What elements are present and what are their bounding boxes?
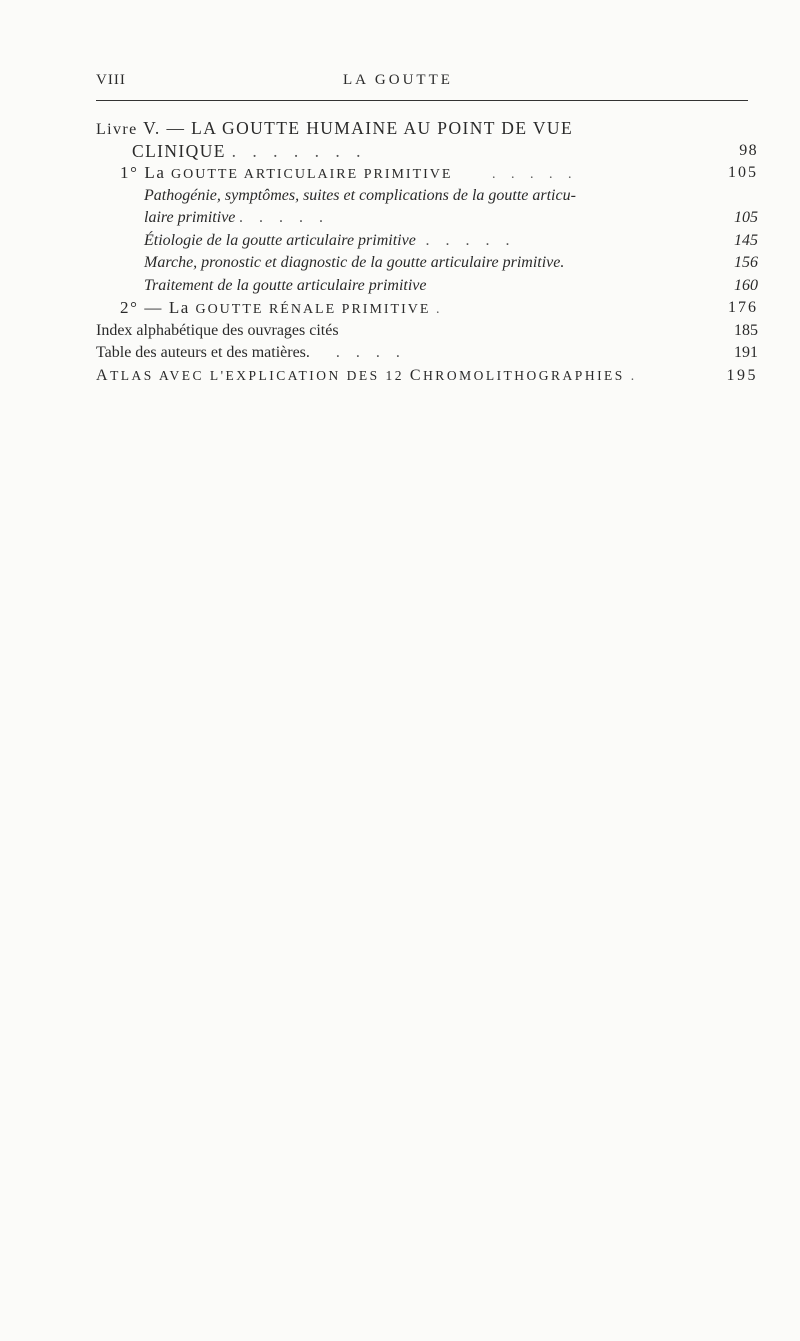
toc-entry-title: Traitement de la goutte articulaire primitive <box>144 276 427 294</box>
toc-entry-title: Étiologie de la goutte articulaire primitive <box>144 231 416 249</box>
toc-entry-title-cap: Livre <box>96 121 138 138</box>
toc-entry-title: Pathogénie, symptômes, suites et complications de la goutte articu- <box>144 186 576 204</box>
toc-entry-title <box>120 162 452 187</box>
toc-entry-title <box>96 117 573 142</box>
toc-entry-livre-v <box>96 117 758 140</box>
toc-entry-etiologie <box>96 230 758 253</box>
toc-entry-title-cap: A <box>96 366 111 384</box>
toc-page-number: 98 <box>739 141 758 159</box>
toc-entry-title: Table des auteurs et des matières. <box>96 344 310 361</box>
toc-page-number: 105 <box>734 209 758 226</box>
header-rule <box>96 100 748 101</box>
toc-entry-title-rest: V. — LA GOUTTE HUMAINE AU POINT DE VUE <box>137 118 574 138</box>
toc-entry-pathogenie <box>96 185 758 208</box>
toc-entry-title <box>120 297 430 322</box>
toc-entry-title: laire primitive <box>144 209 236 226</box>
toc-entry-section-1 <box>96 162 758 185</box>
running-title: LA GOUTTE <box>343 72 453 88</box>
toc-entry-title-cap: La <box>144 163 166 182</box>
toc-page-number: 145 <box>734 231 758 249</box>
toc-leader: . . . . <box>335 344 406 361</box>
toc-entry-livre-v-cont <box>96 140 758 163</box>
toc-entry-title-rest-2: HROMOLITHOGRAPHIES <box>423 367 625 383</box>
toc-entry-title-rest: GOUTTE RÉNALE PRIMITIVE <box>189 302 431 317</box>
toc-entry-index <box>96 320 758 343</box>
toc-entry-marche <box>96 252 758 275</box>
table-of-contents <box>96 117 758 387</box>
toc-entry-table <box>96 342 758 365</box>
toc-entry-atlas <box>96 365 758 388</box>
toc-entry-title: CLINIQUE <box>132 140 226 161</box>
toc-entry-section-2 <box>96 297 758 320</box>
toc-leader: . . . . . <box>491 167 578 182</box>
toc-entry-title-cap-2: C <box>409 366 424 384</box>
toc-entry-title: Index alphabétique des ouvrages cités <box>96 321 339 339</box>
toc-page-number: 160 <box>734 276 758 294</box>
toc-leader: . <box>630 367 641 383</box>
toc-leader: . . . . . <box>425 231 516 249</box>
page-header <box>96 72 756 102</box>
toc-entry-title-rest: GOUTTE ARTICULAIRE PRIMITIVE <box>165 167 453 182</box>
toc-entry-traitement <box>96 275 758 298</box>
toc-page-number: 185 <box>734 321 758 339</box>
toc-entry-number: 2° — <box>120 298 169 317</box>
toc-entry-number: 1° <box>120 163 145 182</box>
toc-page-number: 191 <box>734 344 758 361</box>
toc-entry-pathogenie-cont <box>96 207 758 230</box>
toc-entry-title <box>96 365 625 388</box>
toc-leader: . . . . . . . <box>231 140 367 161</box>
toc-page-number: 105 <box>728 164 758 181</box>
toc-entry-title-cap: La <box>168 298 190 317</box>
toc-page-number: 156 <box>734 254 758 271</box>
page-folio: VIII <box>96 72 126 88</box>
toc-entry-title-rest: TLAS AVEC L'EXPLICATION DES 12 <box>110 367 410 383</box>
toc-entry-title: Marche, pronostic et diagnostic de la goutte articulaire primitive. <box>144 254 565 271</box>
toc-page-number: 176 <box>728 299 758 316</box>
toc-leader: . . . . . <box>239 209 330 226</box>
toc-leader: . <box>435 302 446 317</box>
toc-page-number: 195 <box>726 366 758 384</box>
